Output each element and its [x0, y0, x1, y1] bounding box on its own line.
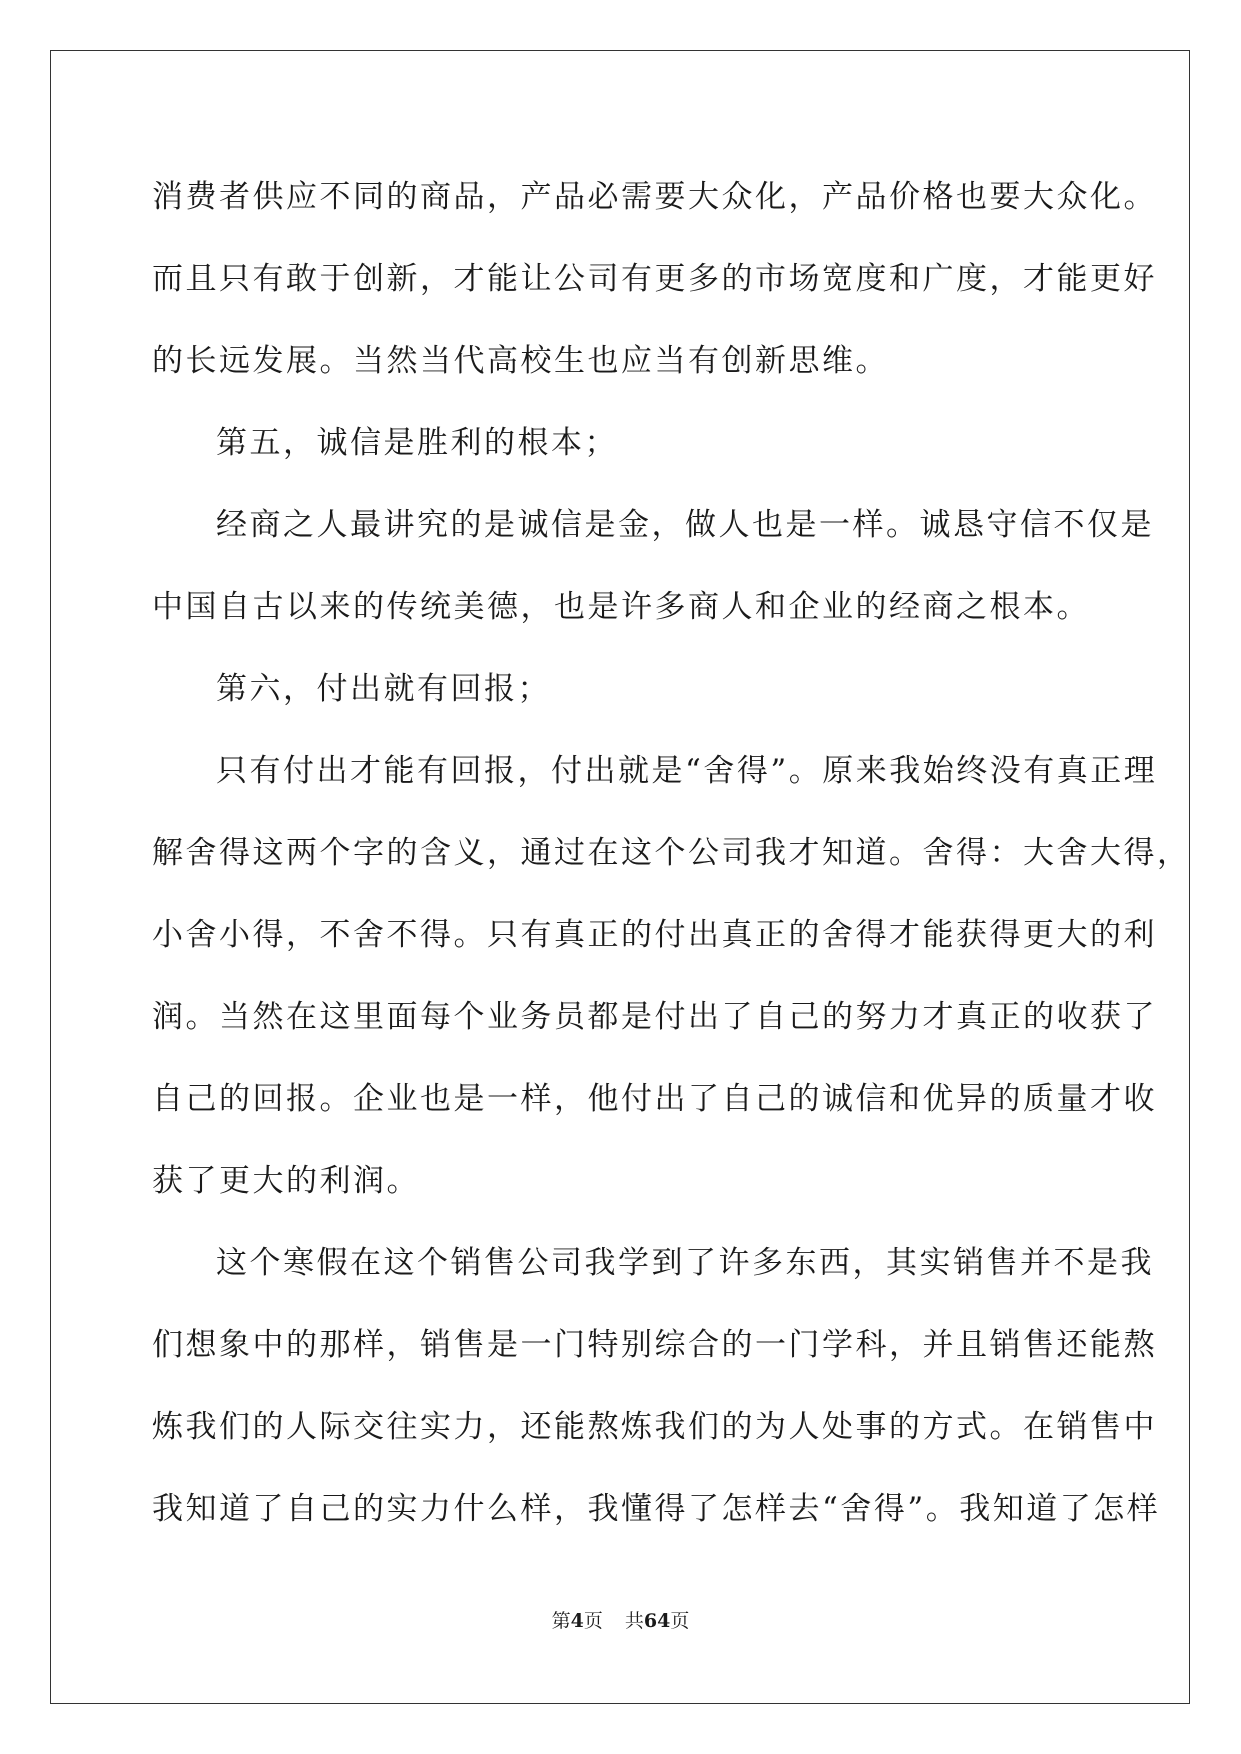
current-page-number: 4	[570, 1610, 584, 1632]
text-line: 而且只有敢于创新，才能让公司有更多的市场宽度和广度，才能更好	[152, 261, 1157, 297]
text-line: 的长远发展。当然当代高校生也应当有创新思维。	[152, 343, 889, 379]
text-line: 这个寒假在这个销售公司我学到了许多东西，其实销售并不是我	[216, 1245, 1154, 1281]
total-page-number: 64	[643, 1610, 671, 1632]
section-heading-fifth: 第五，诚信是胜利的根本；	[216, 425, 618, 461]
text-line: 经商之人最讲究的是诚信是金，做人也是一样。诚恳守信不仅是	[216, 507, 1154, 543]
text-line: 自己的回报。企业也是一样，他付出了自己的诚信和优异的质量才收	[152, 1081, 1157, 1117]
text-line: 润。当然在这里面每个业务员都是付出了自己的努力才真正的收获了	[152, 999, 1157, 1035]
document-body	[152, 156, 1191, 1550]
text-line: 中国自古以来的传统美德，也是许多商人和企业的经商之根本。	[152, 589, 1090, 625]
text-line: 炼我们的人际交往实力，还能熬炼我们的为人处事的方式。在销售中	[152, 1409, 1157, 1445]
text-line: 消费者供应不同的商品，产品必需要大众化，产品价格也要大众化。	[152, 179, 1157, 215]
text-line: 解舍得这两个字的含义，通过在这个公司我才知道。舍得：大舍大得，	[152, 835, 1191, 871]
text-line: 只有付出才能有回报，付出就是“舍得”。原来我始终没有真正理	[216, 753, 1158, 789]
text-line: 们想象中的那样，销售是一门特别综合的一门学科，并且销售还能熬	[152, 1327, 1157, 1363]
text-line: 我知道了自己的实力什么样，我懂得了怎样去“舍得”。我知道了怎样	[152, 1491, 1161, 1527]
page-footer	[0, 1609, 1241, 1633]
page-number-label: 第4页	[551, 1610, 603, 1632]
text-line: 获了更大的利润。	[152, 1163, 420, 1199]
page-total-label: 共64页	[624, 1610, 690, 1632]
text-line: 小舍小得，不舍不得。只有真正的付出真正的舍得才能获得更大的利	[152, 917, 1157, 953]
section-heading-sixth: 第六，付出就有回报；	[216, 671, 551, 707]
